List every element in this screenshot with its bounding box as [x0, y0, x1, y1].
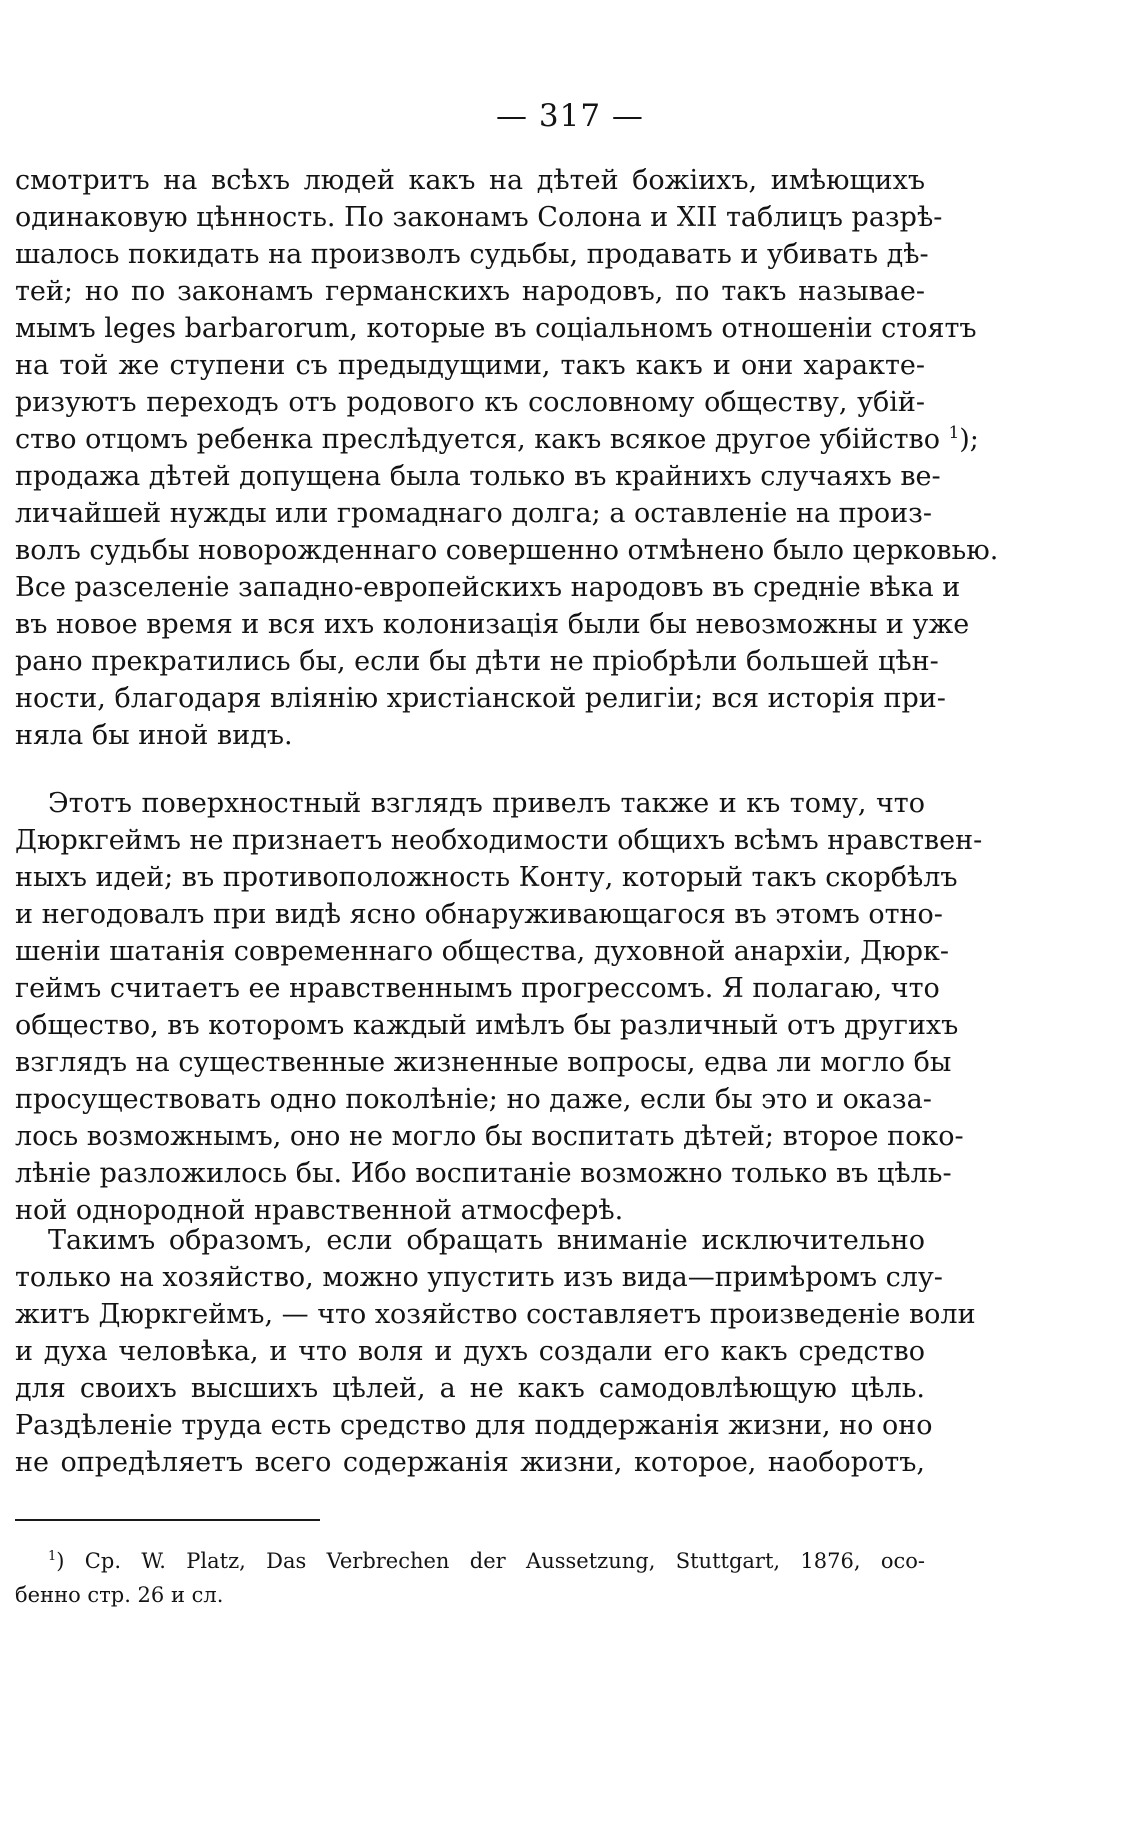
- text-line: не опредѣляетъ всего содержанія жизни, которое, наоборотъ,: [15, 1447, 925, 1478]
- paragraph-1: [15, 162, 999, 754]
- text-line: Все разселеніе западно-европейскихъ народовъ въ средніе вѣка и: [15, 572, 961, 603]
- text-line: въ новое время и вся ихъ колонизація были бы невозможны и уже: [15, 609, 970, 640]
- text-line: тей; но по законамъ германскихъ народовъ, по такъ называе-: [15, 276, 925, 307]
- text-line: продажа дѣтей допущена была только въ крайнихъ случаяхъ ве-: [15, 461, 941, 492]
- text-line: общество, въ которомъ каждый имѣлъ бы различный отъ другихъ: [15, 1010, 959, 1041]
- text-line: няла бы иной видъ.: [15, 720, 293, 751]
- text-line: одинаковую цѣнность. По законамъ Солона и XII таблицъ разрѣ-: [15, 202, 943, 233]
- text-line: ности, благодаря вліянію христіанской религіи; вся исторія при-: [15, 683, 946, 714]
- text-line: ризуютъ переходъ отъ родового къ сословному обществу, убій-: [15, 387, 925, 418]
- footnote-number: 1: [48, 1549, 57, 1564]
- footnote: [15, 1544, 925, 1612]
- page-number: — 317 —: [496, 98, 644, 134]
- text-line: лось возможнымъ, оно не могло бы воспитать дѣтей; второе поко-: [15, 1121, 964, 1152]
- text-line: на той же ступени съ предыдущими, такъ какъ и они характе-: [15, 350, 925, 381]
- text-line: геймъ считаетъ ее нравственнымъ прогрессомъ. Я полагаю, что: [15, 973, 940, 1004]
- text-line: лѣніе разложилось бы. Ибо воспитаніе возможно только въ цѣль-: [15, 1158, 952, 1189]
- paragraph-3: [15, 1222, 976, 1481]
- footnote-text: ) Ср. W. Platz, Das Verbrechen der Aussetzung, Stuttgart, 1876, осо-: [56, 1549, 925, 1573]
- text-line: и духа человѣка, и что воля и духъ создали его какъ средство: [15, 1336, 925, 1367]
- footnote-divider: [15, 1519, 320, 1521]
- text-line: ныхъ идей; въ противоположность Конту, который такъ скорбѣлъ: [15, 862, 958, 893]
- text-line: шеніи шатанія современнаго общества, духовной анархіи, Дюрк-: [15, 936, 950, 967]
- text-line: личайшей нужды или громаднаго долга; а оставленіе на произ-: [15, 498, 932, 529]
- text-line: Этотъ поверхностный взглядъ привелъ также и къ тому, что: [48, 788, 925, 819]
- text-line: мымъ leges barbarorum, которые въ соціальномъ отношеніи стоятъ: [15, 313, 977, 344]
- footnote-line: [15, 1544, 925, 1578]
- paragraph-2: [15, 785, 983, 1229]
- text-line: житъ Дюркгеймъ, — что хозяйство составляетъ произведеніе воли: [15, 1299, 976, 1330]
- footnote-reference: 1: [948, 422, 960, 442]
- text-line: волъ судьбы новорожденнаго совершенно отмѣнено было церковью.: [15, 535, 999, 566]
- text-line: Дюркгеймъ не признаетъ необходимости общихъ всѣмъ нравствен-: [15, 825, 983, 856]
- text-line: и негодовалъ при видѣ ясно обнаруживающагося въ этомъ отно-: [15, 899, 943, 930]
- text-line: только на хозяйство, можно упустить изъ вида—примѣромъ слу-: [15, 1262, 943, 1293]
- text-line: взглядъ на существенные жизненные вопросы, едва ли могло бы: [15, 1047, 952, 1078]
- text-line: смотритъ на всѣхъ людей какъ на дѣтей божіихъ, имѣющихъ: [15, 165, 925, 196]
- text-line-with-footnote: [15, 421, 979, 458]
- text-line: Раздѣленіе труда есть средство для поддержанія жизни, но оно: [15, 1410, 933, 1441]
- text-line: ной однородной нравственной атмосферѣ.: [15, 1195, 624, 1226]
- text-line-body: ство отцомъ ребенка преслѣдуется, какъ всякое другое убійство: [15, 424, 940, 455]
- text-line: рано прекратились бы, если бы дѣти не пріобрѣли большей цѣн-: [15, 646, 939, 677]
- footnote-reference-suffix: );: [959, 424, 979, 455]
- text-line: шалось покидать на произволъ судьбы, продавать и убивать дѣ-: [15, 239, 929, 270]
- text-line: Такимъ образомъ, если обращать вниманіе исключительно: [48, 1225, 925, 1256]
- text-line: для своихъ высшихъ цѣлей, а не какъ самодовлѣющую цѣль.: [15, 1373, 925, 1404]
- text-line: просуществовать одно поколѣніе; но даже, если бы это и оказа-: [15, 1084, 932, 1115]
- footnote-line: бенно стр. 26 и сл.: [15, 1583, 224, 1607]
